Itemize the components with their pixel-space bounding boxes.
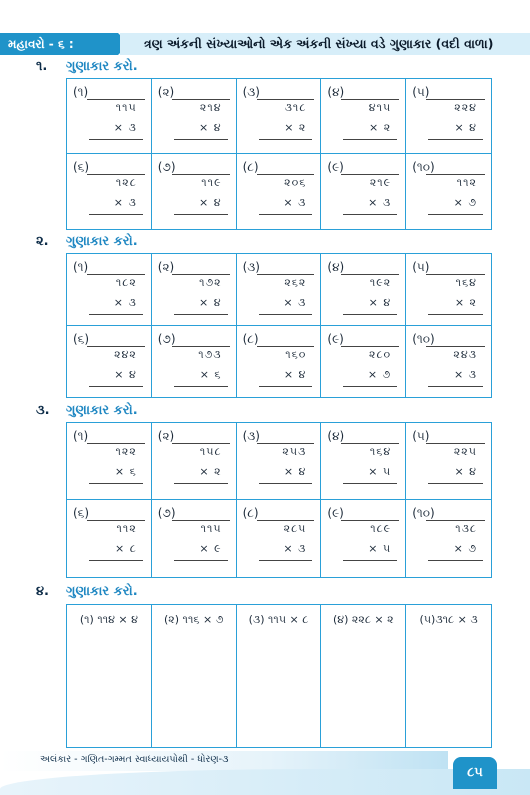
problem-cell — [237, 326, 322, 398]
answer-line — [257, 99, 315, 100]
multiplicand: ૧૯૨ — [369, 276, 392, 289]
section-1-heading — [36, 59, 138, 75]
multiplier: × ૪ — [199, 121, 222, 134]
horizontal-problem: (૩) ૧૧૫ × ૮ — [237, 605, 322, 747]
multiplier: × ૩ — [283, 296, 307, 309]
answer-line — [257, 520, 315, 521]
problem-cell — [152, 254, 237, 326]
multiplicand: ૪૧૫ — [368, 101, 392, 114]
multiplier: × ૪ — [454, 465, 477, 478]
problem-cell — [321, 500, 406, 577]
result-line — [259, 214, 313, 215]
footer-text: અલંકાર - ગણિત-ગમ્મત સ્વાધ્યાયપોથી - ધોરણ-૩ — [40, 754, 229, 765]
multiplier: × ૨ — [369, 121, 392, 134]
multiplicand: ૧૨૨ — [115, 445, 137, 458]
result-line — [259, 139, 313, 140]
multiplicand: ૧૬૦ — [285, 347, 307, 361]
problem-cell — [152, 500, 237, 577]
section-title: ગુણાકાર કરો. — [66, 59, 138, 74]
multiplicand: ૧૧૨ — [456, 176, 477, 189]
page-footer — [0, 751, 530, 795]
problem-label: (૮) — [242, 160, 259, 174]
result-line — [259, 560, 313, 561]
multiplier: × ૨ — [199, 465, 222, 478]
problem-cell — [67, 79, 152, 154]
multiplier: × ૮ — [115, 542, 137, 555]
exercise-tag: મહાવરો - ૬ : — [0, 33, 118, 55]
problem-label: (૭) — [157, 160, 176, 174]
multiplicand: ૧૫૮ — [199, 445, 222, 458]
multiplier: × ૪ — [283, 465, 307, 478]
problem-cell — [67, 254, 152, 326]
multiplicand: ૨૬૨ — [284, 276, 307, 289]
result-line — [174, 139, 228, 140]
multiplier: × ૫ — [368, 542, 392, 555]
result-line — [174, 483, 228, 484]
problem-grid-1 — [66, 78, 492, 230]
answer-line — [172, 99, 230, 100]
result-line — [89, 560, 143, 561]
problem-cell — [406, 500, 491, 577]
answer-line — [341, 99, 399, 100]
answer-line — [87, 174, 145, 175]
multiplicand: ૧૬૪ — [369, 445, 392, 458]
result-line — [343, 139, 397, 140]
multiplicand: ૨૫૩ — [282, 445, 307, 458]
answer-line — [426, 174, 485, 175]
multiplicand: ૧૬૪ — [455, 276, 477, 289]
multiplicand: ૧૨૮ — [115, 176, 137, 189]
problem-label: (૩) — [242, 260, 260, 274]
multiplicand: ૧૧૨ — [116, 522, 137, 535]
horizontal-problem: (૧) ૧૧૪ × ૪ — [67, 605, 152, 747]
result-line — [428, 214, 483, 215]
problem-cell — [406, 79, 491, 154]
multiplier: × ૪ — [368, 296, 392, 309]
problem-cell — [67, 500, 152, 577]
multiplier: × ૪ — [454, 121, 477, 134]
problem-label: (૪) — [327, 429, 345, 443]
page-header — [0, 33, 530, 55]
answer-line — [172, 274, 230, 275]
multiplier: × ૪ — [199, 296, 222, 309]
problem-cell — [237, 254, 322, 326]
problem-label: (૮) — [242, 331, 259, 346]
problem-label: (૬) — [73, 506, 90, 520]
answer-line — [87, 520, 145, 521]
problem-label: (૬) — [73, 160, 90, 174]
problem-label: (૧) — [73, 85, 89, 99]
result-line — [174, 560, 228, 561]
result-line — [174, 314, 228, 315]
multiplier: × ૭ — [367, 367, 392, 381]
answer-line — [426, 99, 485, 100]
problem-cell — [321, 79, 406, 154]
section-number: ૧. — [36, 59, 48, 74]
answer-line — [257, 274, 315, 275]
problem-grid-2 — [66, 253, 492, 398]
multiplier: × ૪ — [114, 367, 137, 381]
problem-cell — [321, 326, 406, 398]
result-line — [343, 214, 397, 215]
problem-label: (૧૦) — [412, 160, 435, 174]
problem-cell — [237, 79, 322, 154]
problem-label: (૫) — [412, 260, 430, 274]
problem-label: (૧૦) — [412, 506, 435, 520]
problem-label: (૯) — [327, 331, 344, 346]
result-line — [259, 314, 313, 315]
answer-line — [257, 174, 315, 175]
problem-grid-3 — [66, 422, 492, 578]
problem-cell — [321, 154, 406, 229]
problem-grid-4 — [66, 604, 492, 748]
multiplier: × ૩ — [113, 296, 137, 309]
result-line — [89, 483, 143, 484]
result-line — [343, 560, 397, 561]
multiplicand: ૨૧૯ — [369, 176, 392, 189]
multiplicand: ૧૭૩ — [198, 347, 222, 361]
problem-label: (૨) — [157, 429, 175, 443]
result-line — [89, 214, 143, 215]
answer-line — [257, 443, 315, 444]
answer-line — [341, 346, 399, 347]
problem-label: (૨) — [157, 85, 175, 99]
multiplicand: ૨૨૪ — [454, 101, 477, 114]
section-4-heading — [36, 584, 138, 600]
multiplicand: ૧૧૯ — [201, 176, 222, 189]
problem-cell — [237, 423, 322, 500]
multiplier: × ૩ — [283, 196, 307, 209]
problem-cell — [237, 154, 322, 229]
problem-label: (૨) — [157, 260, 175, 274]
multiplier: × ૭ — [453, 196, 477, 209]
multiplier: × ૫ — [368, 465, 392, 478]
answer-line — [172, 443, 230, 444]
multiplicand: ૧૭૨ — [199, 276, 222, 289]
problem-cell — [321, 423, 406, 500]
page-number: ૮૫ — [453, 757, 497, 789]
result-line — [343, 314, 397, 315]
problem-label: (૩) — [242, 85, 260, 99]
problem-cell — [406, 154, 491, 229]
result-line — [259, 483, 313, 484]
section-title: ગુણાકાર કરો. — [66, 584, 138, 599]
horizontal-problem: (૨) ૧૧૬ × ૭ — [152, 605, 237, 747]
result-line — [428, 483, 483, 484]
answer-line — [172, 520, 230, 521]
result-line — [428, 139, 483, 140]
multiplier: × ૪ — [283, 367, 307, 381]
problem-cell — [152, 79, 237, 154]
multiplier: × ૬ — [114, 465, 137, 478]
multiplicand: ૧૮૨ — [115, 276, 137, 289]
multiplier: × ૨ — [284, 121, 307, 134]
result-line — [428, 560, 483, 561]
multiplicand: ૨૧૪ — [199, 101, 222, 114]
problem-label: (૭) — [157, 506, 176, 520]
problem-cell — [67, 423, 152, 500]
problem-cell — [406, 423, 491, 500]
result-line — [89, 139, 143, 140]
multiplicand: ૨૪૨ — [114, 347, 137, 361]
multiplicand: ૨૦૬ — [284, 176, 307, 189]
problem-label: (૮) — [242, 506, 259, 520]
multiplier: × ૩ — [283, 542, 307, 555]
problem-label: (૪) — [327, 85, 345, 99]
problem-cell — [152, 154, 237, 229]
problem-label: (૫) — [412, 429, 430, 443]
answer-line — [426, 274, 485, 275]
problem-cell — [321, 254, 406, 326]
result-line — [174, 214, 228, 215]
answer-line — [341, 274, 399, 275]
multiplier: × ૩ — [368, 196, 392, 209]
multiplier: × ૩ — [453, 367, 477, 381]
result-line — [174, 386, 228, 387]
problem-label: (૯) — [327, 506, 344, 520]
answer-line — [172, 174, 230, 175]
multiplicand: ૨૮૦ — [369, 347, 392, 361]
answer-line — [87, 346, 145, 347]
section-number: ૨. — [36, 234, 49, 249]
answer-line — [341, 443, 399, 444]
multiplicand: ૧૩૮ — [455, 522, 477, 535]
section-3-heading — [36, 403, 138, 419]
problem-cell — [406, 254, 491, 326]
answer-line — [341, 174, 399, 175]
horizontal-problem: (૪) ૨૨૮ × ૨ — [321, 605, 406, 747]
section-title: ગુણાકાર કરો. — [66, 234, 138, 249]
multiplicand: ૧૮૯ — [370, 522, 392, 535]
multiplier: × ૩ — [113, 121, 137, 134]
result-line — [343, 386, 397, 387]
answer-line — [341, 520, 399, 521]
problem-cell — [67, 154, 152, 229]
answer-line — [426, 346, 485, 347]
multiplier: × ૩ — [113, 196, 137, 209]
multiplier: × ૯ — [199, 542, 222, 555]
result-line — [428, 314, 483, 315]
problem-label: (૭) — [157, 331, 176, 346]
answer-line — [87, 443, 145, 444]
problem-cell — [237, 500, 322, 577]
multiplicand: ૨૨૫ — [453, 445, 477, 458]
multiplier: × ૬ — [199, 367, 222, 381]
result-line — [343, 483, 397, 484]
result-line — [259, 386, 313, 387]
answer-line — [172, 346, 230, 347]
answer-line — [87, 99, 145, 100]
result-line — [89, 386, 143, 387]
footer-wave — [0, 769, 530, 795]
multiplicand: ૨૪૩ — [453, 347, 477, 361]
multiplier: × ૭ — [453, 542, 477, 555]
answer-line — [426, 443, 485, 444]
problem-cell — [152, 423, 237, 500]
answer-line — [257, 346, 315, 347]
multiplicand: ૨૮૫ — [283, 522, 307, 535]
section-title: ગુણાકાર કરો. — [66, 403, 138, 418]
section-number: ૪. — [36, 584, 49, 599]
exercise-title: ત્રણ અંકની સંખ્યાઓનો એક અંકની સંખ્યા વડે ગુણાકાર (વદી વાળા) — [120, 33, 530, 55]
problem-cell — [67, 326, 152, 398]
multiplicand: ૧૧૫ — [200, 522, 222, 535]
problem-label: (૧) — [73, 260, 89, 274]
result-line — [428, 386, 483, 387]
section-number: ૩. — [36, 403, 50, 418]
problem-label: (૯) — [327, 160, 344, 174]
multiplicand: ૧૧૫ — [115, 101, 137, 114]
horizontal-problem: (૫)૩૧૮ × ૩ — [419, 613, 478, 626]
multiplier: × ૪ — [199, 196, 222, 209]
multiplicand: ૩૧૮ — [284, 101, 307, 114]
problem-cell — [152, 326, 237, 398]
problem-label: (૩) — [242, 429, 260, 443]
problem-label: (૧) — [73, 429, 89, 443]
section-2-heading — [36, 234, 138, 250]
problem-label: (૧૦) — [412, 331, 435, 346]
problem-label: (૫) — [412, 85, 430, 99]
problem-label: (૬) — [73, 331, 90, 346]
problem-cell — [406, 326, 491, 398]
result-line — [89, 314, 143, 315]
answer-line — [426, 520, 485, 521]
problem-label: (૪) — [327, 260, 345, 274]
answer-line — [87, 274, 145, 275]
multiplier: × ૨ — [454, 296, 477, 309]
